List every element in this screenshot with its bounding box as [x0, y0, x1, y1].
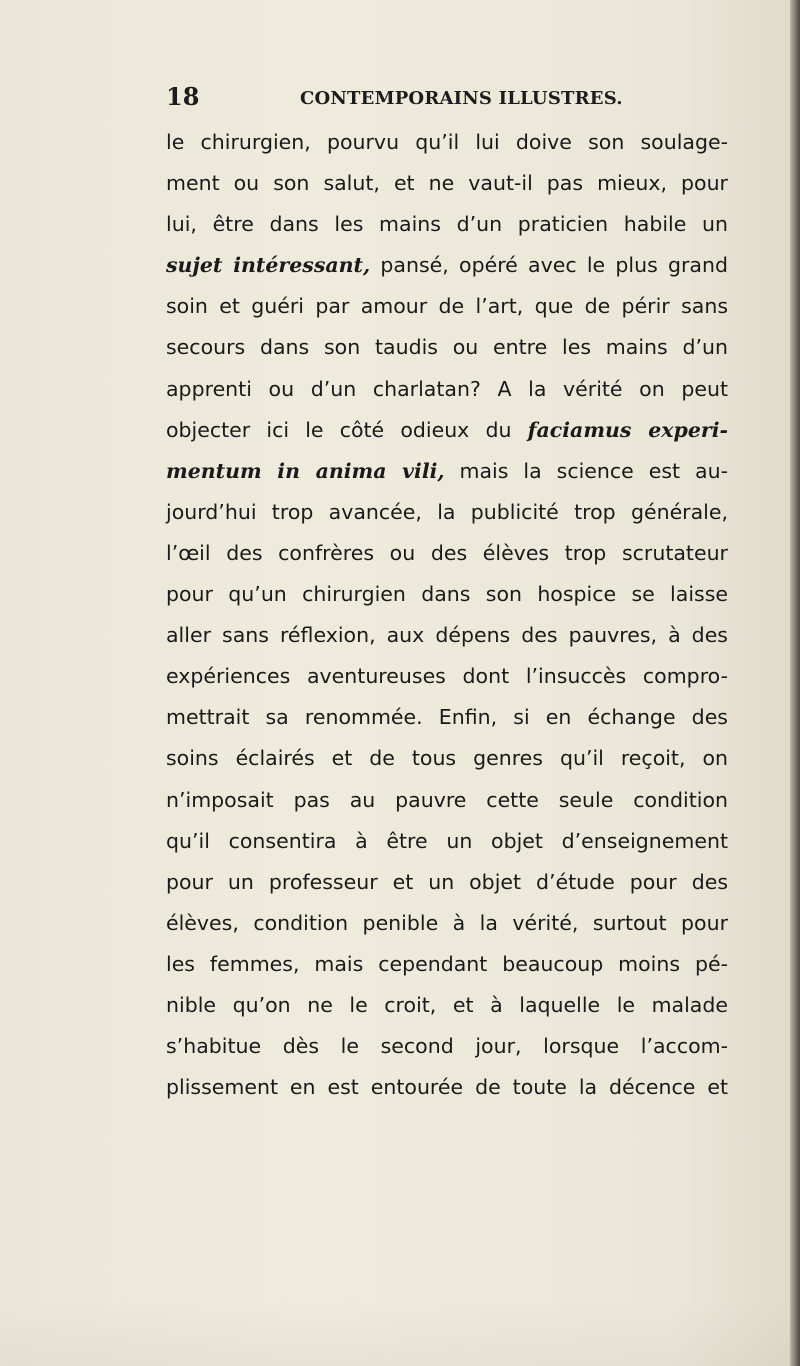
- text-segment: l’œil des confrères ou des élèves trop scrutateur: [166, 540, 728, 565]
- text-segment: qu’il consentira à être un objet d’enseignement: [166, 828, 728, 853]
- text-line: [166, 903, 728, 944]
- text-line: [166, 286, 728, 327]
- body-text: [166, 122, 728, 1108]
- page-number: 18: [166, 82, 200, 111]
- italic-text: sujet intéressant,: [166, 253, 371, 278]
- text-segment: mettrait sa renommée. Enfin, si en échange des: [166, 705, 728, 730]
- text-line: [166, 862, 728, 903]
- text-line: [166, 574, 728, 615]
- text-line: [166, 780, 728, 821]
- text-line: [166, 245, 728, 286]
- text-segment: objecter ici le côté odieux du: [166, 417, 528, 442]
- text-line: [166, 327, 728, 368]
- italic-text: faciamus experi-: [527, 417, 728, 442]
- text-segment: les femmes, mais cependant beaucoup moins pé-: [166, 951, 728, 976]
- text-line: [166, 451, 728, 492]
- text-segment: secours dans son taudis ou entre les mains d’un: [166, 335, 728, 360]
- text-line: [166, 533, 728, 574]
- text-line: [166, 985, 728, 1026]
- text-segment: expériences aventureuses dont l’insuccès compro-: [166, 664, 728, 689]
- text-line: [166, 615, 728, 656]
- text-segment: élèves, condition penible à la vérité, surtout pour: [166, 910, 728, 935]
- text-segment: ment ou son salut, et ne vaut-il pas mieux, pour: [166, 171, 728, 196]
- text-line: [166, 738, 728, 779]
- text-line: [166, 492, 728, 533]
- text-segment: apprenti ou d’un charlatan? A la vérité on peut: [166, 376, 728, 401]
- text-segment: nible qu’on ne le croit, et à laquelle le malade: [166, 992, 728, 1017]
- text-segment: pansé, opéré avec le plus grand: [370, 253, 729, 278]
- text-line: [166, 1026, 728, 1067]
- text-line: [166, 944, 728, 985]
- text-line: [166, 204, 728, 245]
- text-line: [166, 1067, 728, 1108]
- page-bottom-shadow: [0, 1300, 790, 1366]
- running-title: CONTEMPORAINS ILLUSTRES.: [300, 88, 623, 109]
- text-segment: s’habitue dès le second jour, lorsque l’accom-: [166, 1034, 728, 1059]
- text-line: [166, 369, 728, 410]
- page-edge: [790, 0, 800, 1366]
- text-line: [166, 697, 728, 738]
- text-segment: aller sans réflexion, aux dépens des pauvres, à des: [166, 623, 728, 648]
- text-line: [166, 163, 728, 204]
- text-line: [166, 656, 728, 697]
- text-segment: n’imposait pas au pauvre cette seule condition: [166, 787, 728, 812]
- text-line: [166, 410, 728, 451]
- page-header: [166, 80, 726, 116]
- text-segment: jourd’hui trop avancée, la publicité trop générale,: [166, 499, 728, 524]
- italic-text: mentum in anima vili,: [166, 458, 445, 483]
- text-segment: pour un professeur et un objet d’étude pour des: [166, 869, 728, 894]
- text-segment: le chirurgien, pourvu qu’il lui doive son soulage-: [166, 130, 728, 154]
- text-line: [166, 821, 728, 862]
- text-line: [166, 122, 728, 163]
- text-segment: plissement en est entourée de toute la décence et: [166, 1075, 728, 1100]
- text-segment: soin et guéri par amour de l’art, que de périr sans: [166, 294, 728, 319]
- text-segment: mais la science est au-: [444, 458, 728, 483]
- text-segment: lui, être dans les mains d’un praticien habile un: [166, 212, 728, 237]
- text-segment: pour qu’un chirurgien dans son hospice se laisse: [166, 582, 728, 607]
- text-segment: soins éclairés et de tous genres qu’il reçoit, on: [166, 746, 728, 771]
